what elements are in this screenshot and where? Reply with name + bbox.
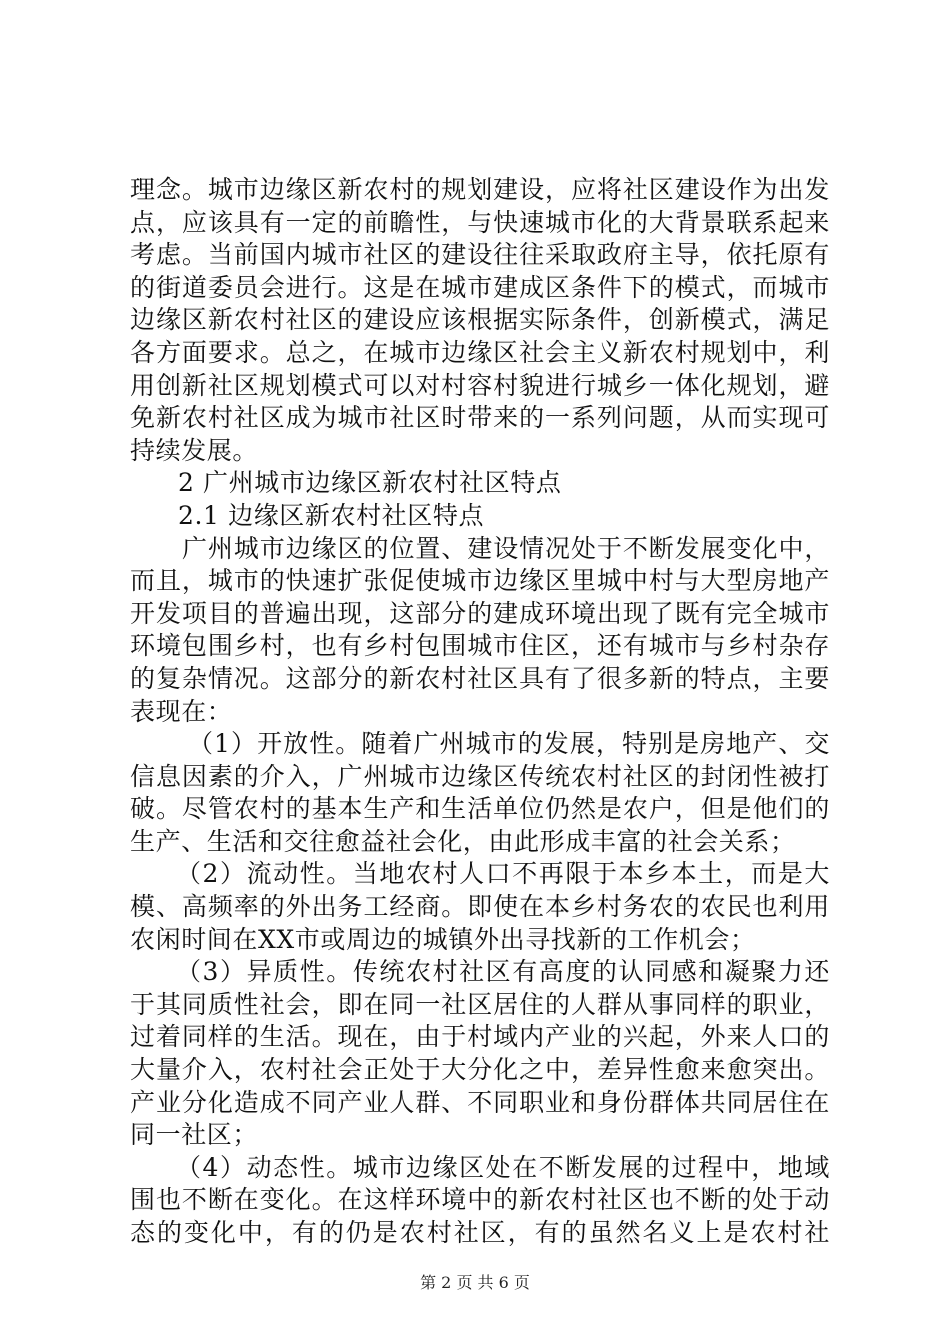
text-line: 边缘区新农村社区的建设应该根据实际条件，创新模式，满足 bbox=[130, 305, 830, 335]
text-line: 的复杂情况。这部分的新农村社区具有了很多新的特点，主要 bbox=[130, 663, 830, 693]
text-line: （2）流动性。当地农村人口不再限于本乡本土，而是大 bbox=[176, 859, 830, 889]
text-line: 环境包围乡村，也有乡村包围城市住区，还有城市与乡村杂存 bbox=[130, 631, 830, 661]
page-footer: 第 2 页 共 6 页 bbox=[420, 1273, 530, 1292]
text-line: 各方面要求。总之，在城市边缘区社会主义新农村规划中，利 bbox=[130, 337, 830, 367]
text-line: 2 广州城市边缘区新农村社区特点 bbox=[178, 468, 562, 498]
text-line: 产业分化造成不同产业人群、不同职业和身份群体共同居住在 bbox=[130, 1087, 830, 1117]
text-line: 过着同样的生活。现在，由于村域内产业的兴起，外来人口的 bbox=[130, 1022, 830, 1052]
text-line: 的街道委员会进行。这是在城市建成区条件下的模式，而城市 bbox=[130, 272, 830, 302]
text-line: 开发项目的普遍出现，这部分的建成环境出现了既有完全城市 bbox=[130, 598, 830, 628]
text-line: （4）动态性。城市边缘区处在不断发展的过程中，地域 bbox=[176, 1152, 830, 1182]
text-line: 破。尽管农村的基本生产和生活单位仍然是农户，但是他们的 bbox=[130, 794, 830, 824]
text-line: 理念。城市边缘区新农村的规划建设，应将社区建设作为出发 bbox=[130, 175, 830, 204]
text-line: 2.1 边缘区新农村社区特点 bbox=[178, 500, 485, 530]
text-line: 表现在： bbox=[130, 696, 233, 726]
text-line: 大量介入，农村社会正处于大分化之中，差异性愈来愈突出。 bbox=[130, 1055, 830, 1085]
text-line: 农闲时间在XX市或周边的城镇外出寻找新的工作机会； bbox=[130, 924, 756, 954]
text-line: 持续发展。 bbox=[130, 435, 259, 465]
text-line: 免新农村社区成为城市社区时带来的一系列问题，从而实现可 bbox=[130, 403, 830, 433]
text-line: 生产、生活和交往愈益社会化，由此形成丰富的社会关系； bbox=[130, 826, 796, 856]
text-line: 而且，城市的快速扩张促使城市边缘区里城中村与大型房地产 bbox=[130, 566, 830, 596]
text-line: （3）异质性。传统农村社区有高度的认同感和凝聚力还 bbox=[176, 957, 830, 987]
text-line: 围也不断在变化。在这样环境中的新农村社区也不断的处于动 bbox=[130, 1185, 830, 1215]
text-line: 态的变化中，有的仍是农村社区，有的虽然名义上是农村社 bbox=[130, 1218, 830, 1247]
text-line: 于其同质性社会，即在同一社区居住的人群从事同样的职业， bbox=[130, 989, 830, 1019]
text-line: 用创新社区规划模式可以对村容村貌进行城乡一体化规划，避 bbox=[130, 370, 830, 400]
text-line: （1）开放性。随着广州城市的发展，特别是房地产、交 bbox=[188, 729, 830, 759]
text-line: 广州城市边缘区的位置、建设情况处于不断发展变化中， bbox=[182, 533, 830, 563]
text-line: 同一社区； bbox=[130, 1120, 259, 1150]
text-line: 点，应该具有一定的前瞻性，与快速城市化的大背景联系起来 bbox=[130, 207, 830, 237]
text-line: 考虑。当前国内城市社区的建设往往采取政府主导，依托原有 bbox=[130, 240, 830, 270]
text-line: 模、高频率的外出务工经商。即使在本乡村务农的农民也利用 bbox=[130, 892, 830, 922]
text-line: 信息因素的介入，广州城市边缘区传统农村社区的封闭性被打 bbox=[130, 761, 830, 791]
document-body bbox=[130, 174, 830, 1250]
